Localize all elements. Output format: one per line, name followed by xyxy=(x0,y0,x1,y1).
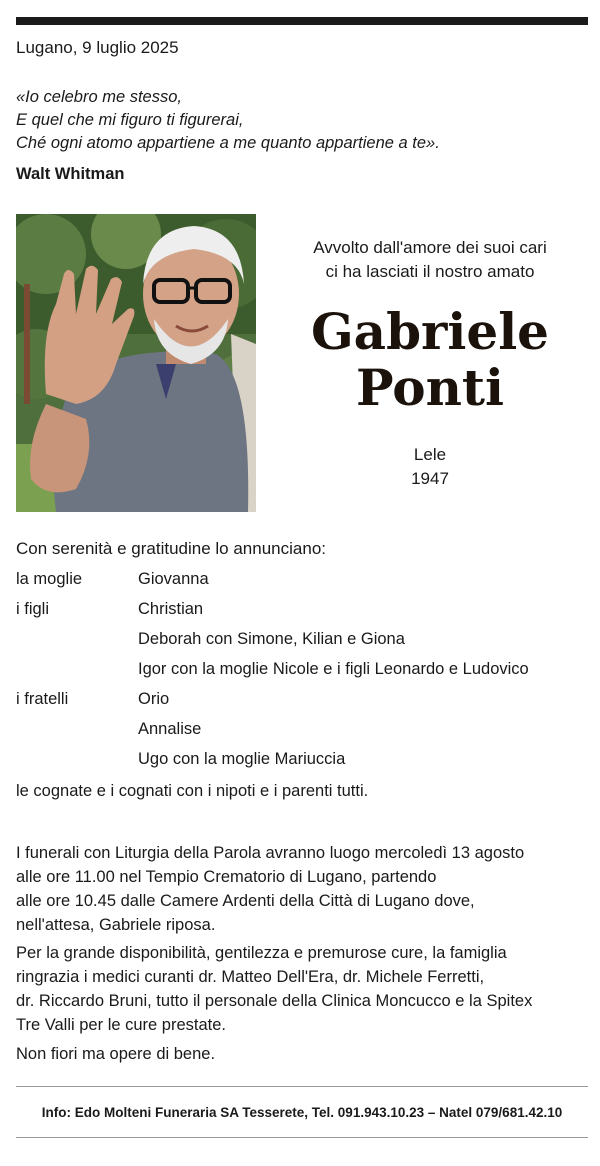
funeral-paragraph xyxy=(16,841,588,937)
family-row xyxy=(16,657,586,687)
thanks-paragraph xyxy=(16,941,588,1037)
family-name: Ugo con la moglie Mariuccia xyxy=(138,750,346,768)
thanks-line: dr. Riccardo Bruni, tutto il personale della Clinica Moncucco e la Spitex xyxy=(16,992,533,1010)
birth-year: 1947 xyxy=(411,469,449,488)
family-row xyxy=(16,717,586,747)
family-name: Annalise xyxy=(138,720,202,738)
quote-line: Ché ogni atomo appartiene a me quanto appartiene a te». xyxy=(16,134,440,152)
nickname-block xyxy=(284,443,576,491)
last-name: Ponti xyxy=(355,358,505,417)
announcement: Con serenità e gratitudine lo annunciano: xyxy=(16,539,326,558)
funeral-line: alle ore 11.00 nel Tempio Crematorio di Lugano, partendo xyxy=(16,868,437,886)
portrait-photo xyxy=(16,214,256,512)
nickname: Lele xyxy=(413,445,447,464)
family-name: Christian xyxy=(138,600,204,618)
family-row xyxy=(16,747,586,777)
funeral-line: alle ore 10.45 dalle Camere Ardenti della Città di Lugano dove, xyxy=(16,892,475,910)
family-row xyxy=(16,687,586,717)
quote-author: Walt Whitman xyxy=(16,165,125,183)
family-role: i figli xyxy=(16,600,50,618)
intro-text xyxy=(284,236,576,284)
family-name: Igor con la moglie Nicole e i figli Leonardo e Ludovico xyxy=(138,660,529,678)
closing-line: le cognate e i cognati con i nipoti e i parenti tutti. xyxy=(16,782,369,800)
first-name: Gabriele xyxy=(310,302,549,361)
no-flowers-line: Non fiori ma opere di bene. xyxy=(16,1045,216,1063)
thanks-line: Per la grande disponibilità, gentilezza e premurose cure, la famiglia xyxy=(16,944,507,962)
family-row xyxy=(16,567,586,597)
family-name: Giovanna xyxy=(138,570,209,588)
family-name: Orio xyxy=(138,690,170,708)
family-role: la moglie xyxy=(16,570,83,588)
funeral-line: I funerali con Liturgia della Parola avranno luogo mercoledì 13 agosto xyxy=(16,844,525,862)
family-row xyxy=(16,627,586,657)
intro-line: ci ha lasciati il nostro amato xyxy=(325,262,535,281)
thanks-line: ringrazia i medici curanti dr. Matteo Dell'Era, dr. Michele Ferretti, xyxy=(16,968,485,986)
quote-line: E quel che mi figuro ti figurerai, xyxy=(16,111,244,129)
deceased-name xyxy=(284,304,576,416)
family-list xyxy=(16,567,586,777)
quote-line: «Io celebro me stesso, xyxy=(16,88,182,106)
quote xyxy=(16,86,440,155)
place-date: Lugano, 9 luglio 2025 xyxy=(16,38,179,57)
divider xyxy=(16,1137,588,1138)
family-role: i fratelli xyxy=(16,690,69,708)
intro-line: Avvolto dall'amore dei suoi cari xyxy=(313,238,547,257)
info-footer: Info: Edo Molteni Funeraria SA Tesserete, Tel. 091.943.10.23 – Natel 079/681.42.10 xyxy=(41,1105,563,1120)
family-row xyxy=(16,597,586,627)
top-rule xyxy=(16,17,588,25)
family-name: Deborah con Simone, Kilian e Giona xyxy=(138,630,405,648)
funeral-line: nell'attesa, Gabriele riposa. xyxy=(16,916,216,934)
divider xyxy=(16,1086,588,1087)
thanks-line: Tre Valli per le cure prestate. xyxy=(16,1016,227,1034)
